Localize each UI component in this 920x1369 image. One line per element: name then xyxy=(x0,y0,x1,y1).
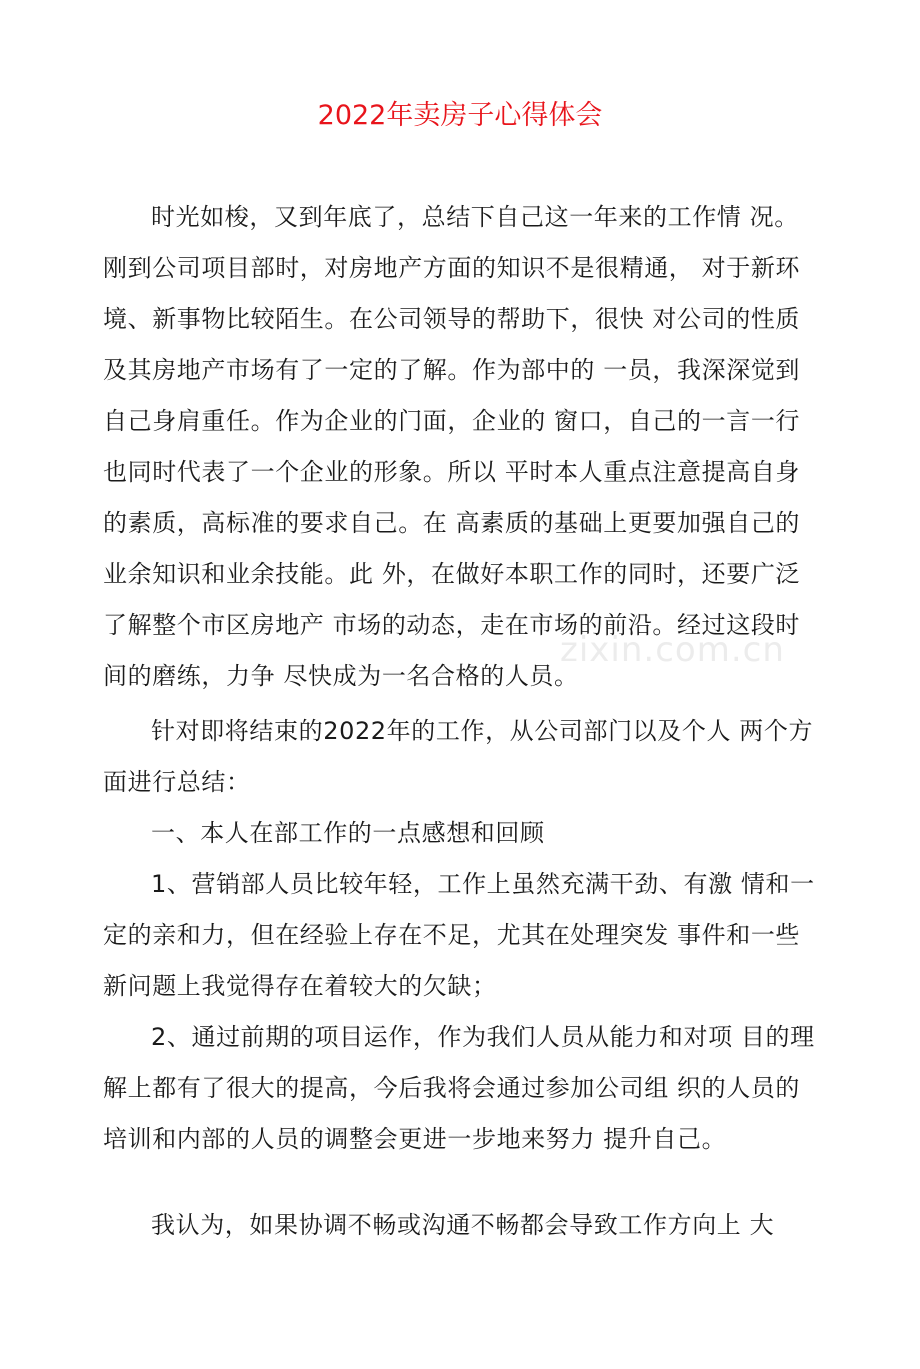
section-heading-1: 一、本人在部工作的一点感想和回顾 xyxy=(151,819,545,847)
paragraph-intro: 时光如梭，又到年底了，总结下自己这一年来的工作情 况。刚到公司项目部时，对房地产方面的知识不是很精通， 对于新环境、新事物比较陌生。在公司领导的帮助下，很快 对公司的性质及其房地产市场有了一定的了解。作为部中的 一员，我深深觉到自己身肩重任。作为企业的门面，企业的 窗口，自己的一言一行也同时代表了一个企业的形象。所以 平时本人重点注意提高自身的素质，高标准的要求自己。在 高素质的基础上更要加强自己的业余知识和业余技能。此 外，在做好本职工作的同时，还要广泛了解整个市区房地产 市场的动态，走在市场的前沿。经过这段时间的磨练，力争 尽快成为一名合格的人员。 xyxy=(103,203,801,690)
paragraph-coordination: 我认为，如果协调不畅或沟通不畅都会导致工作方向上 大 xyxy=(151,1211,775,1239)
paragraph-summary-scope: 针对即将结束的2022年的工作，从公司部门以及个人 两个方面进行总结： xyxy=(103,717,814,796)
watermark: zixin.com.cn xyxy=(560,630,785,670)
paragraph-point-1: 1、营销部人员比较年轻，工作上虽然充满干劲、有激 情和一定的亲和力，但在经验上存在不足，尤其在处理突发 事件和一些新问题上我觉得存在着较大的欠缺； xyxy=(103,870,815,1000)
paragraph-point-2: 2、通过前期的项目运作，作为我们人员从能力和对项 目的理解上都有了很大的提高，今后我将会通过参加公司组 织的人员的培训和内部的人员的调整会更进一步地来努力 提升自己。 xyxy=(103,1023,815,1153)
document-title: 2022年卖房子心得体会 xyxy=(317,100,603,131)
